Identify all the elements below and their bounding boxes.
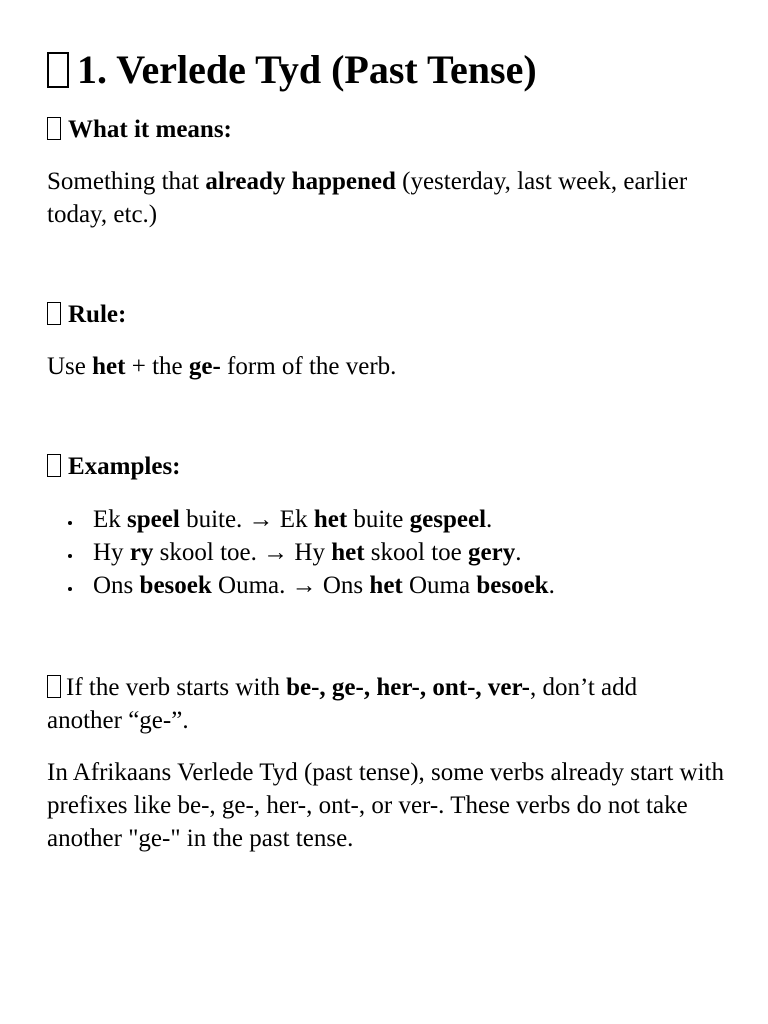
explanation-text: In Afrikaans Verlede Tyd (past tense), some verbs already start with prefixes like be-, ge-, her-, ont-, or ver-. These verbs do not take another "ge-" in the past tense. [47, 759, 724, 852]
missing-glyph-icon [47, 454, 61, 477]
examples-list [47, 503, 555, 602]
list-item: Hy ry skool toe. → Hy het skool toe gery. [47, 536, 555, 569]
page-title: 1. Verlede Tyd (Past Tense) [47, 46, 537, 94]
prefix-note: If the verb starts with be-, ge-, her-, ont-, ver-, don’t add another “ge-”. [47, 674, 638, 734]
list-item: Ek speel buite. → Ek het buite gespeel. [47, 503, 555, 536]
list-item: Ons besoek Ouma. → Ons het Ouma besoek. [47, 569, 555, 602]
missing-glyph-icon [47, 302, 61, 325]
meaning-text: Something that already happened (yesterday, last week, earlier today, etc.) [47, 168, 688, 228]
missing-glyph-icon [47, 52, 69, 88]
rule-heading: Rule: [47, 300, 126, 330]
missing-glyph-icon [47, 675, 61, 698]
meaning-heading: What it means: [47, 115, 232, 145]
rule-text: Use het + the ge- form of the verb. [47, 353, 397, 380]
missing-glyph-icon [47, 117, 61, 140]
examples-heading: Examples: [47, 452, 181, 482]
